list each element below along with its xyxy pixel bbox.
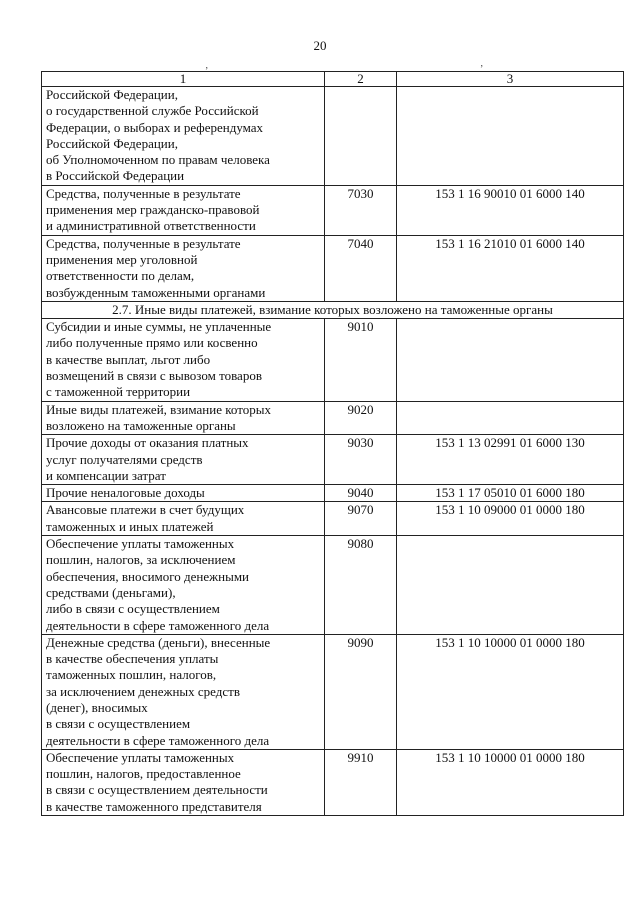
budget-classification-code-cell [397,536,624,635]
payment-code-cell: 7030 [325,185,397,235]
column-header-1: 1 [42,72,325,87]
payment-code-cell: 9020 [325,401,397,435]
payment-description-cell: Средства, полученные в результате применения мер гражданско-правовой и административной ответственности [42,185,325,235]
budget-classification-code-cell [397,87,624,186]
payment-description-cell: Денежные средства (деньги), внесенные в качестве обеспечения уплаты таможенных пошлин, налогов, за исключением денежных средств (денег), вносимых в связи с осуществлением деятельности в сфере таможенного дела [42,634,325,749]
payment-code-cell: 9040 [325,485,397,502]
table-row [42,435,624,485]
payment-description-cell: Прочие неналоговые доходы [42,485,325,502]
pen-mark: ’ [205,66,209,77]
payment-description-cell: Иные виды платежей, взимание которых возложено на таможенные органы [42,401,325,435]
table-row [42,502,624,536]
budget-code-table [41,71,624,816]
payment-code-cell [325,87,397,186]
table-body [42,72,624,816]
table-row [42,401,624,435]
table-row [42,87,624,186]
payment-description-cell: Российской Федерации, о государственной службе Российской Федерации, о выборах и референдумах Российской Федерации, об Уполномоченном по правам человека в Российской Федерации [42,87,325,186]
table-header-row [42,72,624,87]
payment-description-cell: Обеспечение уплаты таможенных пошлин, налогов, за исключением обеспечения, вносимого денежными средствами (деньгами), либо в связи с осуществлением деятельности в сфере таможенного дела [42,536,325,635]
payment-description-cell: Прочие доходы от оказания платных услуг получателями средств и компенсации затрат [42,435,325,485]
table-row [42,319,624,401]
table-row [42,185,624,235]
payment-code-cell: 9010 [325,319,397,401]
payment-code-cell: 9070 [325,502,397,536]
payment-description-cell: Субсидии и иные суммы, не уплаченные либо полученные прямо или косвенно в качестве выплат, льгот либо возмещений в связи с вывозом товаров с таможенной территории [42,319,325,401]
budget-classification-code-cell [397,401,624,435]
payment-description-cell: Авансовые платежи в счет будущих таможенных и иных платежей [42,502,325,536]
pen-mark: ’ [480,64,484,75]
budget-classification-code-cell: 153 1 13 02991 01 6000 130 [397,435,624,485]
budget-classification-code-cell: 153 1 10 10000 01 0000 180 [397,749,624,815]
column-header-3: 3 [397,72,624,87]
payment-code-cell: 9090 [325,634,397,749]
column-header-2: 2 [325,72,397,87]
budget-classification-code-cell: 153 1 16 90010 01 6000 140 [397,185,624,235]
payment-code-cell: 7040 [325,235,397,301]
budget-classification-code-cell [397,319,624,401]
table-row [42,536,624,635]
table-row [42,485,624,502]
section-heading-row [42,301,624,318]
payment-description-cell: Обеспечение уплаты таможенных пошлин, налогов, предоставленное в связи с осуществлением деятельности в качестве таможенного представителя [42,749,325,815]
budget-classification-code-cell: 153 1 10 10000 01 0000 180 [397,634,624,749]
budget-classification-code-cell: 153 1 17 05010 01 6000 180 [397,485,624,502]
table-row [42,749,624,815]
table-row [42,235,624,301]
table-row [42,634,624,749]
page-number: 20 [313,38,327,53]
section-heading: 2.7. Иные виды платежей, взимание которых возложено на таможенные органы [42,301,624,318]
payment-code-cell: 9910 [325,749,397,815]
payment-code-cell: 9080 [325,536,397,635]
budget-classification-code-cell: 153 1 16 21010 01 6000 140 [397,235,624,301]
payment-description-cell: Средства, полученные в результате применения мер уголовной ответственности по делам, возбужденным таможенными органами [42,235,325,301]
payment-code-cell: 9030 [325,435,397,485]
budget-classification-code-cell: 153 1 10 09000 01 0000 180 [397,502,624,536]
